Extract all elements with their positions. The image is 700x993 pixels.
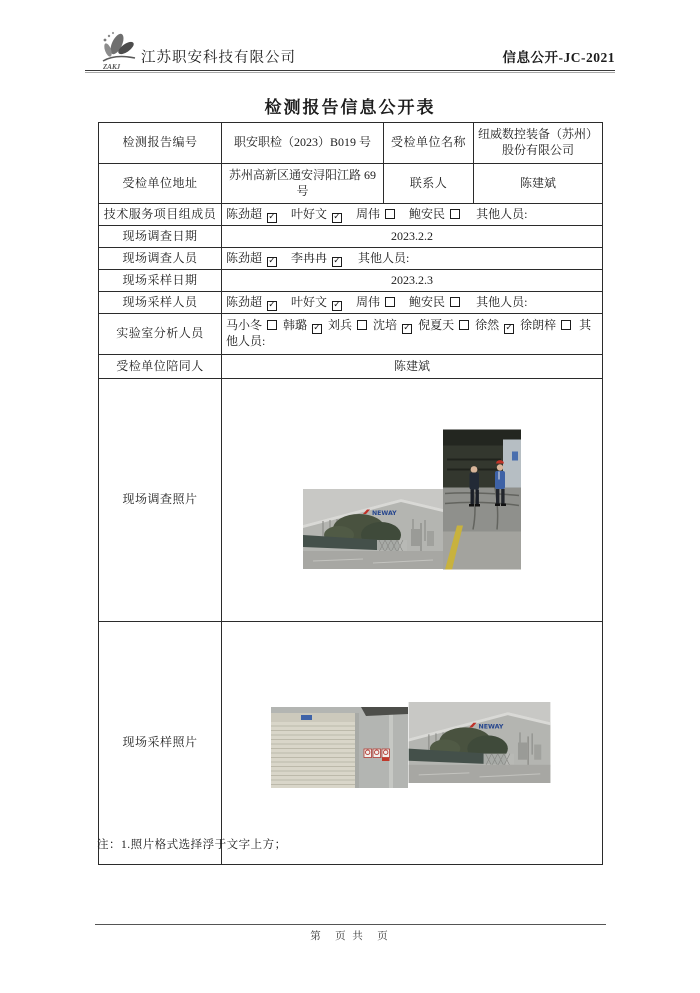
- unit-address-value: 苏州高新区通安浔阳江路 69号: [222, 164, 384, 204]
- checkbox-checked-icon[interactable]: ✓: [505, 323, 513, 334]
- contact-value: 陈建斌: [474, 164, 603, 204]
- table-row: [99, 248, 603, 270]
- escort-label: 受检单位陪同人: [99, 355, 222, 379]
- checkbox-unchecked-icon[interactable]: [267, 320, 277, 330]
- checkbox-checked-icon[interactable]: ✓: [313, 323, 321, 334]
- person-checkbox-item: [356, 295, 395, 309]
- project-team-label: 技术服务项目组成员: [99, 204, 222, 226]
- person-name: 李冉冉: [291, 250, 328, 265]
- person-name: 陈劲超: [226, 206, 263, 221]
- person-checkbox-item: [291, 295, 342, 309]
- checkbox-checked-icon[interactable]: ✓: [333, 255, 341, 266]
- person-name: 马小冬: [226, 318, 263, 333]
- page-header: [85, 26, 615, 70]
- logo-text: ZAKJ: [103, 63, 121, 71]
- photo-factory-exterior: [408, 702, 551, 783]
- person-checkbox-item: [418, 318, 469, 332]
- footer-divider: [95, 924, 606, 925]
- footnote: 注：1.照片格式选择浮于文字上方；: [97, 839, 287, 851]
- page-number-text: 第 页 共 页: [310, 931, 390, 942]
- survey-staff-members: [222, 248, 603, 270]
- checkbox-checked-icon[interactable]: ✓: [268, 211, 276, 222]
- checkbox-unchecked-icon[interactable]: [450, 209, 460, 219]
- person-checkbox-item: [226, 251, 277, 265]
- person-name: 韩璐: [283, 318, 308, 333]
- person-name: 叶好文: [291, 294, 328, 309]
- doc-code: 信息公开-JC-2021: [502, 50, 615, 65]
- checkbox-unchecked-icon[interactable]: [385, 209, 395, 219]
- survey-photos-label: 现场调查照片: [99, 379, 222, 622]
- person-name: 陈劲超: [226, 250, 263, 265]
- unit-address-label: 受检单位地址: [99, 164, 222, 204]
- other-personnel-label: 其他人员:: [476, 206, 528, 221]
- table-row: [99, 204, 603, 226]
- header-divider: [85, 70, 615, 73]
- survey-staff-label: 现场调查人员: [99, 248, 222, 270]
- table-row: [99, 123, 603, 164]
- survey-photos-cell: [222, 379, 603, 622]
- person-checkbox-item: [291, 251, 342, 265]
- checkbox-checked-icon[interactable]: ✓: [268, 299, 276, 310]
- sampling-staff-label: 现场采样人员: [99, 292, 222, 314]
- lab-staff-label: 实验室分析人员: [99, 314, 222, 355]
- person-checkbox-item: [226, 207, 277, 221]
- person-name: 陈劲超: [226, 294, 263, 309]
- sampling-date-label: 现场采样日期: [99, 270, 222, 292]
- contact-label: 联系人: [384, 164, 474, 204]
- photo-site-investigation-people: [443, 429, 521, 570]
- person-name: 刘兵: [328, 318, 353, 333]
- checkbox-unchecked-icon[interactable]: [357, 320, 367, 330]
- photo-factory-exterior: [303, 489, 443, 569]
- checkbox-unchecked-icon[interactable]: [459, 320, 469, 330]
- person-name: 鲍安民: [409, 206, 446, 221]
- person-checkbox-item: [226, 295, 277, 309]
- checkbox-unchecked-icon[interactable]: [450, 297, 460, 307]
- sampling-staff-members: [222, 292, 603, 314]
- project-team-members: [222, 204, 603, 226]
- other-personnel-label: 其他人员:: [226, 318, 592, 349]
- table-row: [99, 270, 603, 292]
- survey-date-value: 2023.2.2: [222, 226, 603, 248]
- person-name: 徐然: [475, 318, 500, 333]
- person-name: 周伟: [356, 294, 381, 309]
- person-name: 徐朗梓: [520, 318, 557, 333]
- report-no-value: 职安职检（2023）B019 号: [222, 123, 384, 164]
- page-title: 检测报告信息公开表: [264, 98, 436, 117]
- person-checkbox-item: [409, 207, 460, 221]
- person-checkbox-item: [226, 318, 277, 332]
- table-row: [99, 314, 603, 355]
- table-row: [99, 226, 603, 248]
- lab-staff-members: [222, 314, 603, 355]
- person-checkbox-item: [291, 207, 342, 221]
- sampling-photos-cell: [222, 622, 603, 865]
- table-row: [99, 379, 603, 622]
- sampling-date-value: 2023.2.3: [222, 270, 603, 292]
- person-checkbox-item: [356, 207, 395, 221]
- person-name: 沈培: [373, 318, 398, 333]
- company-logo-icon: [95, 28, 143, 72]
- person-name: 鲍安民: [409, 294, 446, 309]
- person-checkbox-item: [409, 295, 460, 309]
- table-row: [99, 292, 603, 314]
- escort-value: 陈建斌: [222, 355, 603, 379]
- checkbox-checked-icon[interactable]: ✓: [333, 211, 341, 222]
- sampling-photos-label: 现场采样照片: [99, 622, 222, 865]
- checkbox-checked-icon[interactable]: ✓: [333, 299, 341, 310]
- person-checkbox-item: [328, 318, 367, 332]
- person-name: 叶好文: [291, 206, 328, 221]
- table-row: [99, 164, 603, 204]
- photo-roller-shutter-door: [271, 707, 408, 788]
- table-row: [99, 622, 603, 865]
- person-name: 周伟: [356, 206, 381, 221]
- unit-name-value: 纽威数控装备（苏州）股份有限公司: [474, 123, 603, 164]
- person-checkbox-item: [475, 318, 514, 332]
- person-checkbox-item: [283, 318, 322, 332]
- table-row: [99, 355, 603, 379]
- checkbox-unchecked-icon[interactable]: [385, 297, 395, 307]
- person-name: 倪夏天: [418, 318, 455, 333]
- company-name: 江苏职安科技有限公司: [141, 50, 296, 66]
- person-checkbox-item: [520, 318, 571, 332]
- person-checkbox-item: [373, 318, 412, 332]
- disclosure-table: [98, 122, 603, 865]
- other-personnel-label: 其他人员:: [358, 250, 410, 265]
- checkbox-unchecked-icon[interactable]: [561, 320, 571, 330]
- survey-date-label: 现场调查日期: [99, 226, 222, 248]
- unit-name-label: 受检单位名称: [384, 123, 474, 164]
- other-personnel-label: 其他人员:: [476, 294, 528, 309]
- checkbox-checked-icon[interactable]: ✓: [268, 255, 276, 266]
- checkbox-checked-icon[interactable]: ✓: [403, 323, 411, 334]
- report-no-label: 检测报告编号: [99, 123, 222, 164]
